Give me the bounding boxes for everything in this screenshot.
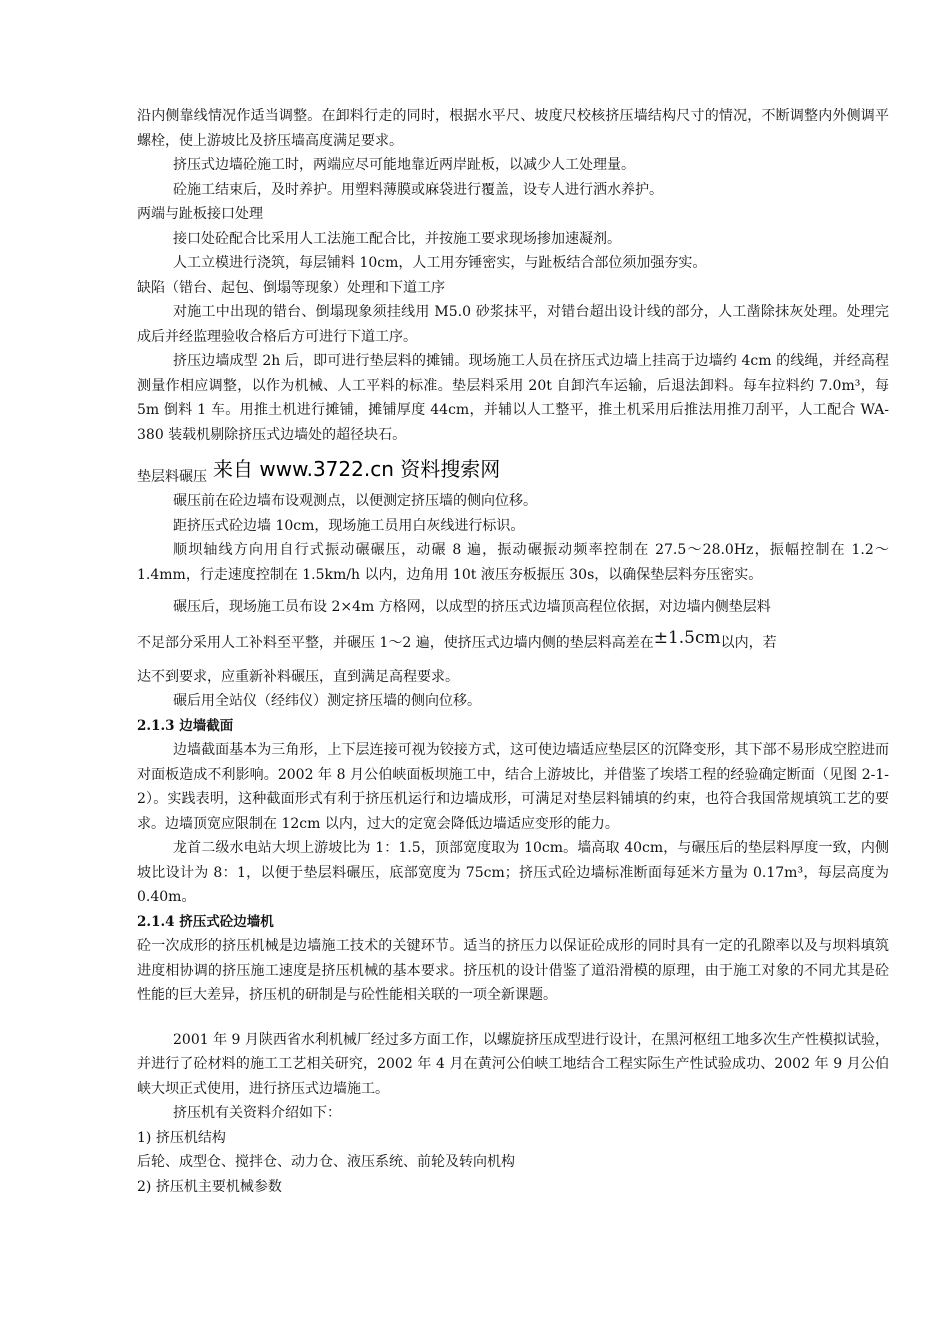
subheading: 垫层料碾压 bbox=[137, 469, 207, 485]
paragraph: 接口处砼配合比采用人工法施工配合比，并按施工要求现场掺加速凝剂。 bbox=[173, 230, 621, 247]
paragraph: 人工立模进行浇筑，每层铺料 10cm，人工用夯锤密实，与趾板结合部位须加强夯实。 bbox=[173, 255, 707, 271]
paragraph: 碾压后，现场施工员布设 2×4m 方格网，以成型的挤压式边墙顶高程位依据，对边墙内侧垫层料 bbox=[173, 599, 771, 615]
paragraph: 达不到要求，应重新补料碾压，直到满足高程要求。 bbox=[137, 668, 459, 685]
list-item: 2) 挤压机主要机械参数 bbox=[137, 1178, 282, 1195]
section-heading: 2.1.3 边墙截面 bbox=[137, 717, 234, 734]
paragraph: 对施工中出现的错台、倒塌现象须挂线用 M5.0 砂浆抹平，对错台超出设计线的部分，人工凿除抹灰处理。处理完成后并经监理验收合格后方可进行下道工序。 bbox=[137, 304, 889, 345]
paragraph: 挤压边墙成型 2h 后，即可进行垫层料的摊铺。现场施工人员在挤压式边墙上挂高于边墙约 4cm 的线绳，并经高程测量作相应调整，以作为机械、人工平料的标准。垫层料采用 20t 自卸汽车运输，后退法卸料。每车拉料约 7.0m³，每 5m 倒料 1 车。用推土机进行摊铺，摊铺厚度 44cm，并辅以人工整平，推土机采用后推法用推刀刮平，人工配合 WA-380 装载机剔除挤压式边墙处的超径块石。 bbox=[137, 353, 889, 443]
paragraph: 龙首二级水电站大坝上游坡比为 1：1.5，顶部宽度取为 10cm。墙高取 40cm，与碾压后的垫层料厚度一致，内侧坡比设计为 8：1，以便于垫层料碾压，底部宽度为 75cm；挤压式砼边墙标准断面每延米方量为 0.17m³，每层高度为 0.40m。 bbox=[137, 840, 889, 905]
paragraph: 顺坝轴线方向用自行式振动碾碾压，动碾 8 遍，振动碾振动频率控制在 27.5～28.0Hz，振幅控制在 1.2～1.4mm，行走速度控制在 1.5km/h 以内，边角用 10t 液压夯板振压 30s，以确保垫层料夯压密实。 bbox=[137, 542, 889, 583]
section-heading: 2.1.4 挤压式砼边墙机 bbox=[137, 913, 274, 930]
subheading: 两端与趾板接口处理 bbox=[137, 206, 263, 222]
paragraph: 砼施工结束后，及时养护。用塑料薄膜或麻袋进行覆盖，设专人进行洒水养护。 bbox=[173, 181, 663, 198]
text: 以内，若 bbox=[720, 634, 777, 651]
list-item-text: 后轮、成型仓、搅拌仓、动力仓、液压系统、前轮及转向机构 bbox=[137, 1154, 515, 1170]
list-item: 1) 挤压机结构 bbox=[137, 1129, 226, 1146]
tolerance-value: ±1.5cm bbox=[653, 627, 721, 648]
paragraph: 距挤压式砼边墙 10cm，现场施工员用白灰线进行标识。 bbox=[173, 517, 525, 534]
paragraph: 碾后用全站仪（经纬仪）测定挤压墙的侧向位移。 bbox=[173, 693, 481, 709]
paragraph: 砼一次成形的挤压机械是边墙施工技术的关键环节。适当的挤压力以保证砼成形的同时具有一定的孔隙率以及与坝料填筑进度相协调的挤压施工速度是挤压机械的基本要求。挤压机的设计借鉴了道沿滑模的原理，由于施工对象的不同尤其是砼性能的巨大差异，挤压机的研制是与砼性能相关联的一项全新课题。 bbox=[137, 938, 889, 1003]
paragraph-line bbox=[137, 620, 889, 665]
paragraph: 挤压式边墙砼施工时，两端应尽可能地靠近两岸趾板，以减少人工处理量。 bbox=[173, 157, 635, 173]
paragraph: 边墙截面基本为三角形，上下层连接可视为铰接方式，这可使边墙适应垫层区的沉降变形，其下部不易形成空腔进而对面板造成不利影响。2002 年 8 月公伯峡面板坝施工中，结合上游坡比，并借鉴了埃塔工程的经验确定断面（见图 2-1-2）。实践表明，这种截面形式有利于挤压机运行和边墙成形，可满足对垫层料铺填的约束，也符合我国常规填筑工艺的要求。边墙顶宽应限制在 12cm 以内，过大的定宽会降低边墙适应变形的能力。 bbox=[137, 742, 889, 832]
watermark: 来自 www.3722.cn 资料搜索网 bbox=[213, 457, 501, 481]
paragraph: 挤压机有关资料介绍如下： bbox=[173, 1105, 341, 1121]
paragraph: 碾压前在砼边墙布设观测点，以便测定挤压墙的侧向位移。 bbox=[173, 493, 537, 509]
paragraph: 沿内侧靠线情况作适当调整。在卸料行走的同时，根据水平尺、坡度尺校核挤压墙结构尺寸的情况，不断调整内外侧调平螺栓，使上游坡比及挤压墙高度满足要求。 bbox=[137, 108, 889, 149]
document-page bbox=[137, 104, 889, 1199]
paragraph: 2001 年 9 月陕西省水利机械厂经过多方面工作，以螺旋挤压成型进行设计，在黑河枢纽工地多次生产性模拟试验，并进行了砼材料的施工工艺相关研究，2002 年 4 月在黄河公伯峡工地结合工程实际生产性试验成功、2002 年 9 月公伯峡大坝正式使用，进行挤压式边墙施工。 bbox=[137, 1031, 889, 1097]
subheading: 缺陷（错台、起包、倒塌等现象）处理和下道工序 bbox=[137, 279, 445, 296]
text: 不足部分采用人工补料至平整，并碾压 1～2 遍，使挤压式边墙内侧的垫层料高差在 bbox=[137, 634, 654, 651]
watermark-row bbox=[137, 457, 889, 489]
spacer bbox=[137, 1008, 889, 1028]
